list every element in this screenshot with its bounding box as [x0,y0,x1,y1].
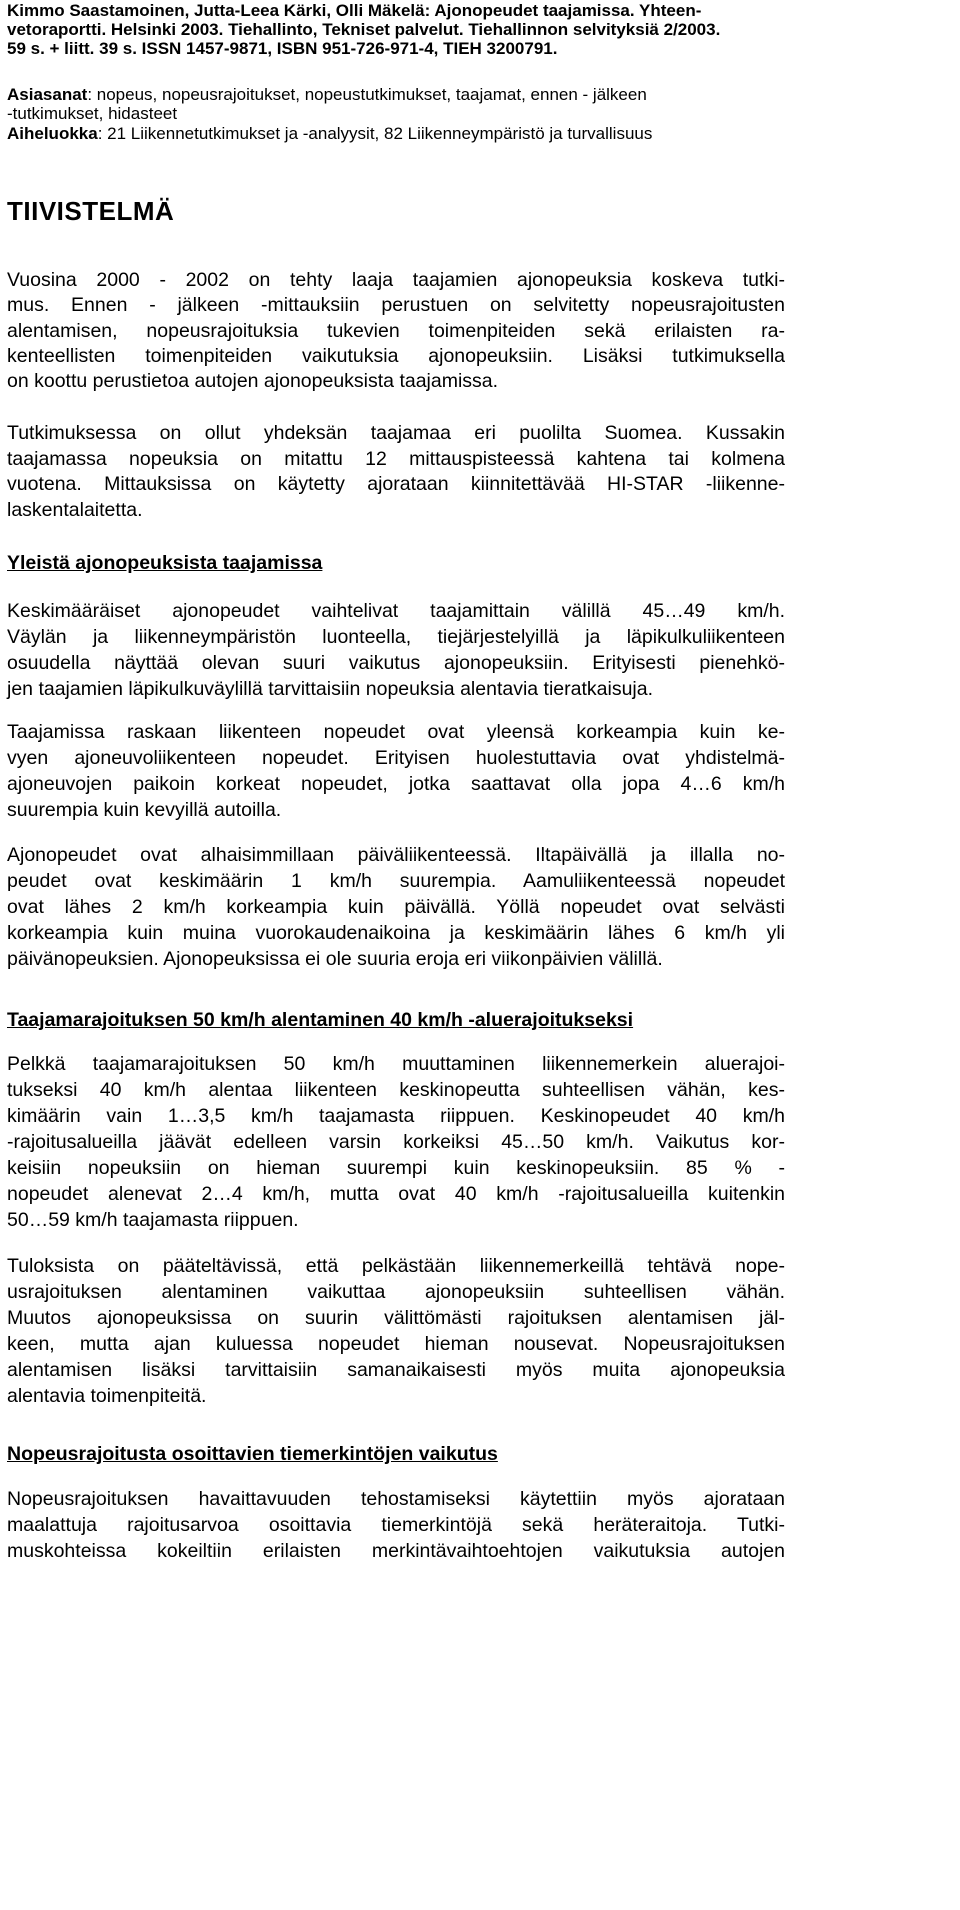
text-line: usrajoituksen alentaminen vaikuttaa ajonopeuksiin suhteellisen vähän. [7,1281,785,1303]
text-line: maalattuja rajoitusarvoa osoittavia tiemerkintöjä sekä heräteraitoja. Tutki- [7,1514,785,1536]
text-line: Ajonopeudet ovat alhaisimmillaan päiväliikenteessä. Iltapäivällä ja illalla no- [7,844,785,866]
keywords-text: : nopeus, nopeusrajoitukset, nopeustutkimukset, taajamat, ennen - jälkeen [87,85,647,104]
text-line: -rajoitusalueilla jäävät edelleen varsin korkeiksi 45…50 km/h. Vaikutus kor- [7,1131,785,1153]
text-line: keen, mutta ajan kuluessa nopeudet hieman nousevat. Nopeusrajoituksen [7,1333,785,1355]
keywords-label: Asiasanat [7,85,88,104]
text-line: alentamisen lisäksi tarvittaisiin samanaikaisesti myös muita ajonopeuksia [7,1359,785,1381]
text-line: korkeampia kuin muina vuorokaudenaikoina ja keskimäärin lähes 6 km/h yli [7,922,785,944]
text-line: nopeudet alenevat 2…4 km/h, mutta ovat 40 km/h -rajoitusalueilla kuitenkin [7,1183,785,1205]
text-line: tukseksi 40 km/h alentaa liikenteen keskinopeutta suhteellisen vähän, kes- [7,1079,785,1101]
text-line: keisiin nopeuksiin on hieman suurempi kuin keskinopeuksiin. 85 % - [7,1157,785,1179]
category [7,125,652,142]
text-line: Taajamissa raskaan liikenteen nopeudet ovat yleensä korkeampia kuin ke- [7,721,785,743]
text-line: jen taajamien läpikulkuväylillä tarvittaisiin nopeuksia alentavia tieratkaisuja. [7,678,654,700]
text-line: 50…59 km/h taajamasta riippuen. [7,1209,299,1231]
text-line: ovat lähes 2 km/h korkeampia kuin päivällä. Yöllä nopeudet ovat selvästi [7,896,785,918]
text-line: suurempia kuin kevyillä autoilla. [7,799,282,821]
text-line: vuotena. Mittauksissa on käytetty ajorataan kiinnitettävää HI-STAR -liikenne- [7,473,785,495]
text-line: osuudella näyttää olevan suuri vaikutus ajonopeuksiin. Erityisesti pienehkö- [7,652,785,674]
bibliography-line: 59 s. + liitt. 39 s. ISSN 1457-9871, ISBN 951-726-971-4, TIEH 3200791. [7,39,558,58]
text-line: Vuosina 2000 - 2002 on tehty laaja taajamien ajonopeuksia koskeva tutki- [7,269,785,291]
text-line: on koottu perustietoa autojen ajonopeuksista taajamissa. [7,370,499,392]
text-line: mus. Ennen - jälkeen -mittauksiin perustuen on selvitetty nopeusrajoitusten [7,294,785,316]
text-line: kenteellisten toimenpiteiden vaikutuksia ajonopeuksiin. Lisäksi tutkimuksella [7,345,785,367]
text-line: muskohteissa kokeiltiin erilaisten merkintävaihtoehtojen vaikutuksia autojen [7,1540,785,1562]
text-line: alentamisen, nopeusrajoituksia tukevien toimenpiteiden sekä erilaisten ra- [7,320,785,342]
text-line: alentavia toimenpiteitä. [7,1385,207,1407]
text-line: Nopeusrajoituksen havaittavuuden tehostamiseksi käytettiin myös ajorataan [7,1488,785,1510]
keywords-continued: -tutkimukset, hidasteet [7,104,178,123]
section-heading: Nopeusrajoitusta osoittavien tiemerkintöjen vaikutus [7,1443,498,1465]
text-line: peudet ovat keskimäärin 1 km/h suurempia. Aamuliikenteessä nopeudet [7,870,785,892]
text-line: Keskimääräiset ajonopeudet vaihtelivat taajamittain välillä 45…49 km/h. [7,600,785,622]
section-heading: Yleistä ajonopeuksista taajamissa [7,552,323,574]
bibliography-line: vetoraportti. Helsinki 2003. Tiehallinto, Tekniset palvelut. Tiehallinnon selvityksiä 2/2003. [7,20,721,39]
text-line: taajamassa nopeuksia on mitattu 12 mittauspisteessä kahtena tai kolmena [7,448,785,470]
text-line: vyen ajoneuvoliikenteen nopeudet. Erityisen huolestuttavia ovat yhdistelmä- [7,747,785,769]
text-line: Tutkimuksessa on ollut yhdeksän taajamaa eri puolilta Suomea. Kussakin [7,422,785,444]
text-line: kimäärin vain 1…3,5 km/h taajamasta riippuen. Keskinopeudet 40 km/h [7,1105,785,1127]
text-line: ajoneuvojen paikoin korkeat nopeudet, jotka saattavat olla jopa 4…6 km/h [7,773,785,795]
text-line: laskentalaitetta. [7,499,143,521]
text-line: päivänopeuksien. Ajonopeuksissa ei ole suuria eroja eri viikonpäivien välillä. [7,948,663,970]
category-text: : 21 Liikennetutkimukset ja -analyysit, 82 Liikenneympäristö ja turvallisuus [97,124,653,143]
text-line: Väylän ja liikenneympäristön luonteella, tiejärjestelyillä ja läpikulkuliikenteen [7,626,785,648]
section-heading: Taajamarajoituksen 50 km/h alentaminen 40 km/h -aluerajoitukseksi [7,1009,634,1031]
text-line: Tuloksista on pääteltävissä, että pelkästään liikennemerkeillä tehtävä nope- [7,1255,785,1277]
abstract-title: TIIVISTELMÄ [7,196,175,226]
bibliography-line: Kimmo Saastamoinen, Jutta-Leea Kärki, Olli Mäkelä: Ajonopeudet taajamissa. Yhteen- [7,1,702,20]
keywords [7,86,647,103]
category-label: Aiheluokka [7,124,98,143]
text-line: Pelkkä taajamarajoituksen 50 km/h muuttaminen liikennemerkein aluerajoi- [7,1053,785,1075]
text-line: Muutos ajonopeuksissa on suurin välittömästi rajoituksen alentamisen jäl- [7,1307,785,1329]
